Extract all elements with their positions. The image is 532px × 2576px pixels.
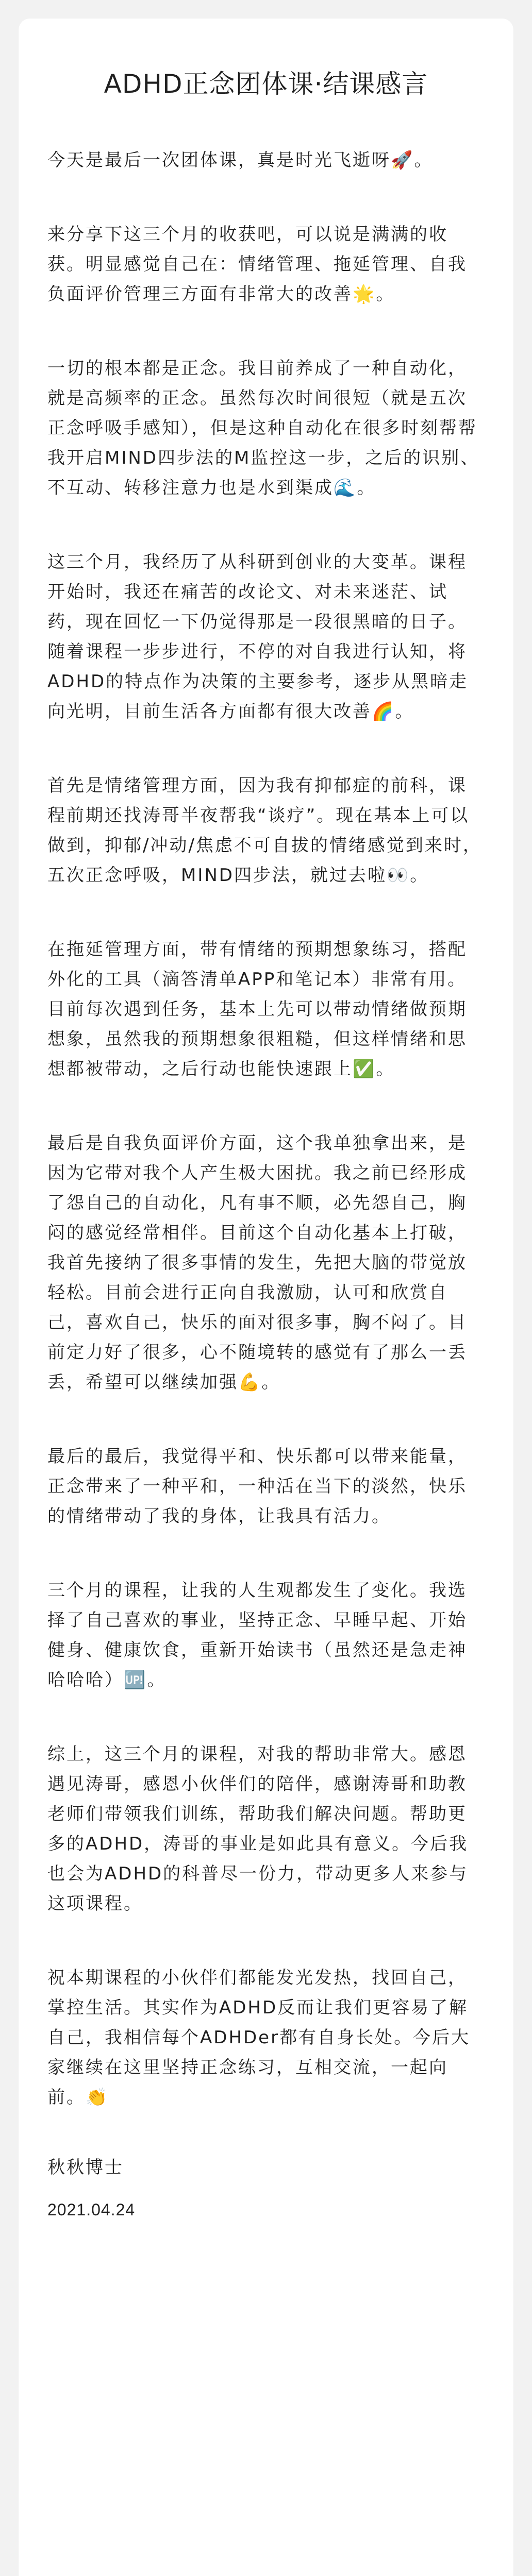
- author-signature: 秋秋博士: [47, 2157, 124, 2178]
- paragraph-1: 今天是最后一次团体课，真是时光飞逝呀🚀。: [47, 150, 434, 171]
- paragraph-8: 最后的最后，我觉得平和、快乐都可以带来能量，正念带来了一种平和，一种活在当下的淡然，快乐的情绪带动了我的身体，让我具有活力。: [47, 1446, 467, 1527]
- paragraph-7: 最后是自我负面评价方面，这个我单独拿出来，是因为它带对我个人产生极大困扰。我之前已经形成了怨自己的自动化，凡有事不顺，必先怨自己，胸闷的感觉经常相伴。目前这个自动化基本上打破，我首先接纳了很多事情的发生，先把大脑的带觉放轻松。目前会进行正向自我激励，认可和欣赏自己，喜欢自己，快乐的面对很多事，胸不闷了。目前定力好了很多，心不随境转的感觉有了那么一丢丢，希望可以继续加强💪。: [47, 1133, 467, 1393]
- paragraph-6: 在拖延管理方面，带有情绪的预期想象练习，搭配外化的工具（滴答清单APP和笔记本）非常有用。目前每次遇到任务，基本上先可以带动情绪做预期想象，虽然我的预期想象很粗糙，但这样情绪和思想都被带动，之后行动也能快速跟上✅。: [47, 939, 467, 1079]
- paragraph-10: 综上，这三个月的课程，对我的帮助非常大。感恩遇见涛哥，感恩小伙伴们的陪伴，感谢涛哥和助教老师们带领我们训练，帮助我们解决问题。帮助更多的ADHD，涛哥的事业是如此具有意义。今后我也会为ADHD的科普尽一份力，带动更多人来参与这项课程。: [47, 1744, 469, 1914]
- paragraph-4: 这三个月，我经历了从科研到创业的大变革。课程开始时，我还在痛苦的改论文、对未来迷茫、试药，现在回忆一下仍觉得那是一段很黑暗的日子。随着课程一步步进行，不停的对自我进行认知，将ADHD的特点作为决策的主要参考，逐步从黑暗走向光明，目前生活各方面都有很大改善🌈。: [47, 552, 469, 722]
- paragraph-5: 首先是情绪管理方面，因为我有抑郁症的前科，课程前期还找涛哥半夜帮我“谈疗”。现在基本上可以做到，抑郁/冲动/焦虑不可自拔的情绪感觉到来时，五次正念呼吸，MIND四步法，就过去啦👀。: [47, 775, 482, 886]
- paragraph-9: 三个月的课程，让我的人生观都发生了变化。我选择了自己喜欢的事业，坚持正念、早睡早起、开始健身、健康饮食，重新开始读书（虽然还是急走神哈哈哈）🆙。: [47, 1580, 467, 1690]
- post-date: 2021.04.24: [47, 2200, 136, 2219]
- paragraph-2: 来分享下这三个月的收获吧，可以说是满满的收获。明显感觉自己在：情绪管理、拖延管理、自我负面评价管理三方面有非常大的改善🌟。: [47, 224, 467, 304]
- post-card: [19, 19, 513, 2576]
- paragraph-11: 祝本期课程的小伙伴们都能发光发热，找回自己，掌控生活。其实作为ADHD反而让我们更容易了解自己，我相信每个ADHDer都有自身长处。今后大家继续在这里坚持正念练习，互相交流，一起向前。👏: [47, 1968, 471, 2108]
- post-title: ADHD正念团体课·结课感言: [104, 69, 428, 99]
- paragraph-3: 一切的根本都是正念。我目前养成了一种自动化，就是高频率的正念。虽然每次时间很短（就是五次正念呼吸手感知），但是这种自动化在很多时刻帮帮我开启MIND四步法的M监控这一步，之后的识别、不互动、转移注意力也是水到渠成🌊。: [47, 358, 480, 498]
